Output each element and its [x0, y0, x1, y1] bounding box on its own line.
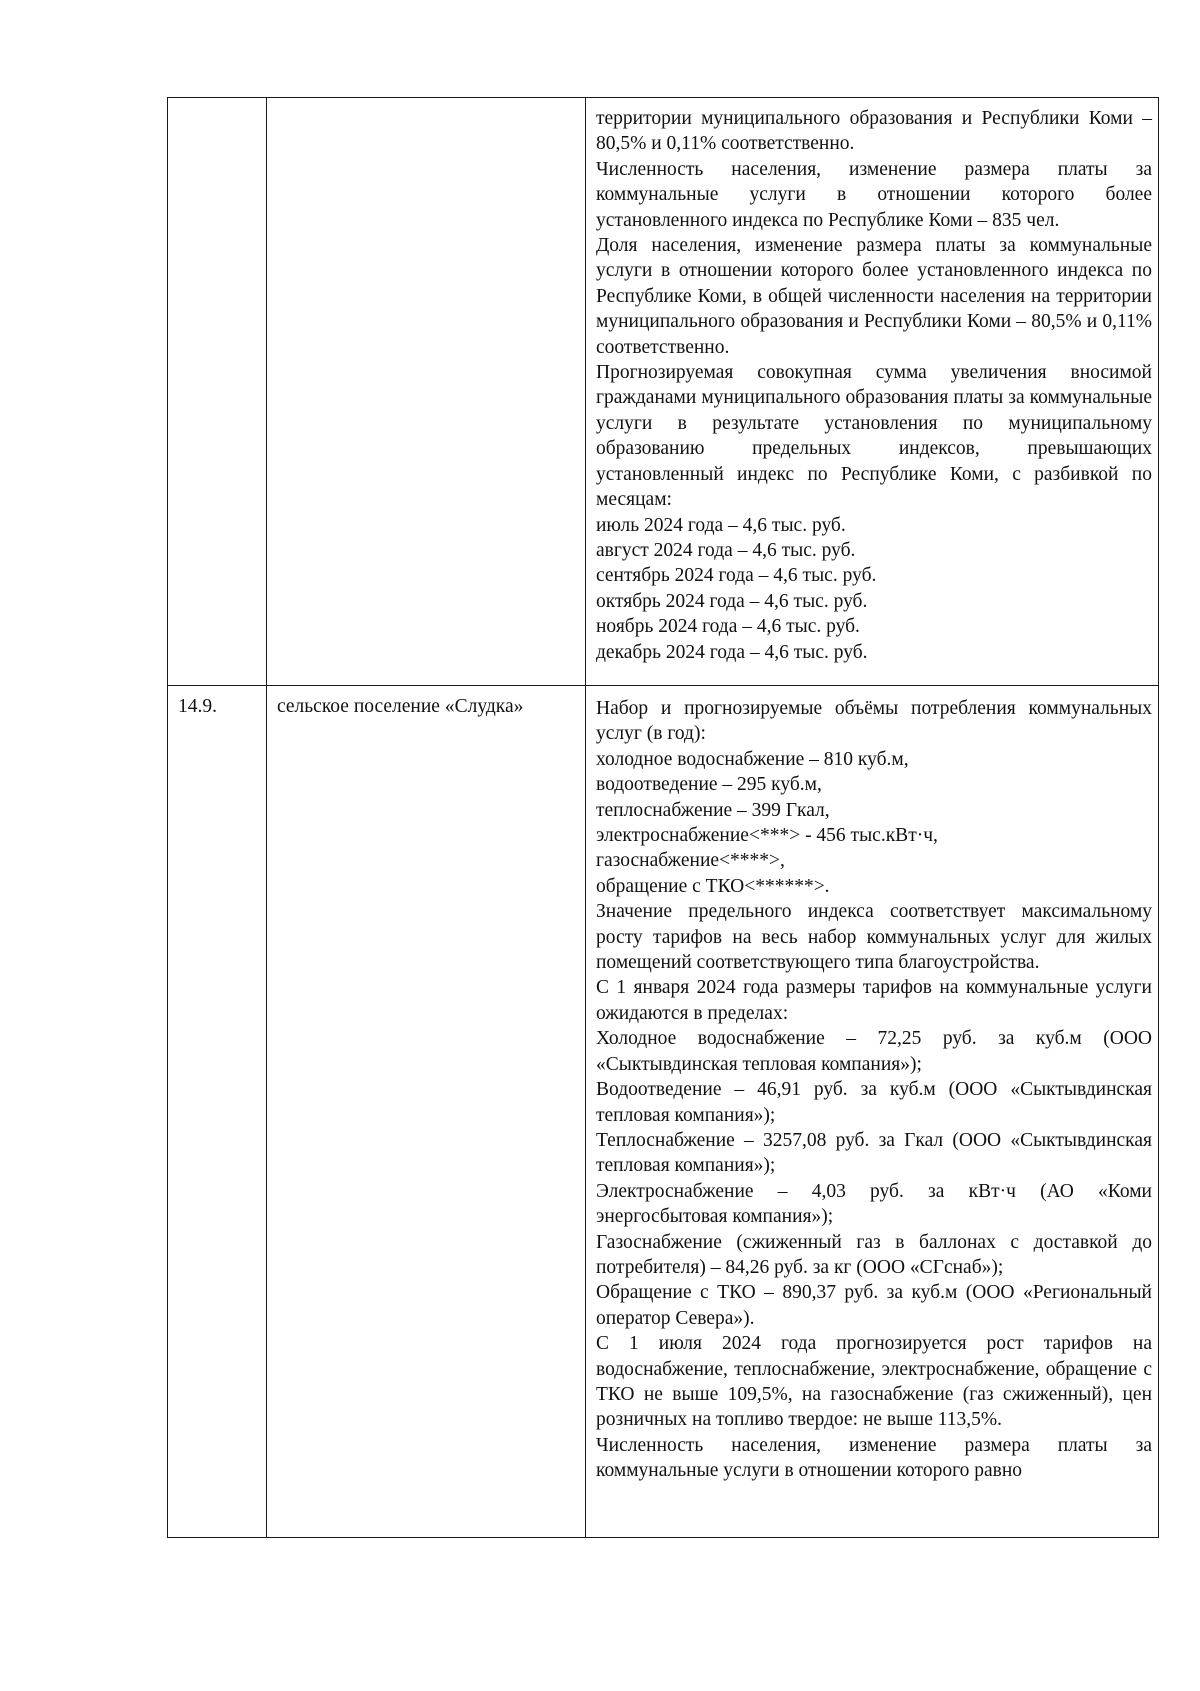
paragraph: сентябрь 2024 года – 4,6 тыс. руб. — [596, 565, 877, 587]
paragraph: теплоснабжение – 399 Гкал, — [596, 799, 830, 821]
description-cell — [586, 686, 1159, 1538]
paragraph: холодное водоснабжение – 810 куб.м, — [596, 748, 909, 770]
settlement-name-cell — [267, 686, 586, 1538]
settlement-name-cell — [267, 98, 586, 686]
paragraph: С 1 января 2024 года размеры тарифов на коммунальные услуги ожидаются в пределах: — [596, 977, 1152, 1024]
paragraph: октябрь 2024 года – 4,6 тыс. руб. — [596, 590, 868, 612]
paragraph: Прогнозируемая совокупная сумма увеличения вносимой гражданами муниципального образования платы за коммунальные услуги в результате установления по муниципальному образованию предельных индексов, превышающих установленный индекс по Республике Коми, с разбивкой по месяцам: — [596, 362, 1152, 511]
data-table — [167, 97, 1159, 1538]
paragraph: электроснабжение<***> - 456 тыс.кВт·ч, — [596, 825, 938, 847]
paragraph: Газоснабжение (сжиженный газ в баллонах с доставкой до потребителя) – 84,26 руб. за кг (ООО «СГснаб»); — [596, 1231, 1152, 1278]
paragraph: газоснабжение<****>, — [596, 850, 785, 872]
paragraph: Доля населения, изменение размера платы за коммунальные услуги в отношении которого более установленного индекса по Республике Коми, в общей численности населения на территории муниципального образования и Республики Коми – 80,5% и 0,11% соответственно. — [596, 235, 1152, 358]
paragraph: Водоотведение – 46,91 руб. за куб.м (ООО «Сыктывдинская тепловая компания»); — [596, 1079, 1152, 1126]
table-row — [168, 98, 1159, 686]
paragraph: Холодное водоснабжение – 72,25 руб. за куб.м (ООО «Сыктывдинская тепловая компания»); — [596, 1028, 1152, 1075]
paragraph: Значение предельного индекса соответствует максимальному росту тарифов на весь набор коммунальных услуг для жилых помещений соответствующего типа благоустройства. — [596, 901, 1152, 974]
settlement-name — [267, 98, 585, 114]
paragraph: Набор и прогнозируемые объёмы потребления коммунальных услуг (в год): — [596, 698, 1152, 745]
paragraph: Численность населения, изменение размера платы за коммунальные услуги в отношении которого более установленного индекса по Республике Коми – 835 чел. — [596, 158, 1152, 231]
paragraph: Теплоснабжение – 3257,08 руб. за Гкал (ООО «Сыктывдинская тепловая компания»); — [596, 1129, 1152, 1177]
paragraph: обращение с ТКО<******>. — [596, 875, 830, 897]
description-cell — [586, 98, 1159, 686]
table-row — [168, 686, 1159, 1538]
paragraph: С 1 июля 2024 года прогнозируется рост тарифов на водоснабжение, теплоснабжение, электроснабжение, обращение с ТКО не выше 109,5%, на газоснабжение (газ сжиженный), цен розничных на топливо твердое: не выше 113,5%. — [596, 1333, 1152, 1431]
paragraph: Обращение с ТКО – 890,37 руб. за куб.м (ООО «Региональный оператор Севера»). — [596, 1282, 1152, 1329]
paragraph: июль 2024 года – 4,6 тыс. руб. — [596, 514, 846, 536]
paragraph: Численность населения, изменение размера платы за коммунальные услуги в отношении которого равно — [596, 1434, 1152, 1482]
paragraph: декабрь 2024 года – 4,6 тыс. руб. — [596, 641, 868, 663]
settlement-name: сельское поселение «Слудка» — [277, 696, 524, 717]
row-number-cell — [168, 686, 267, 1538]
paragraph: Электроснабжение – 4,03 руб. за кВт·ч (АО «Коми энергосбытовая компания»); — [596, 1180, 1152, 1228]
row-number — [168, 98, 266, 114]
row-number: 14.9. — [178, 696, 217, 717]
paragraph: август 2024 года – 4,6 тыс. руб. — [596, 539, 856, 561]
row-number-cell — [168, 98, 267, 686]
paragraph: водоотведение – 295 куб.м, — [596, 774, 822, 796]
paragraph: ноябрь 2024 года – 4,6 тыс. руб. — [596, 616, 860, 638]
paragraph: территории муниципального образования и Республики Коми – 80,5% и 0,11% соответственно. — [596, 108, 1152, 155]
